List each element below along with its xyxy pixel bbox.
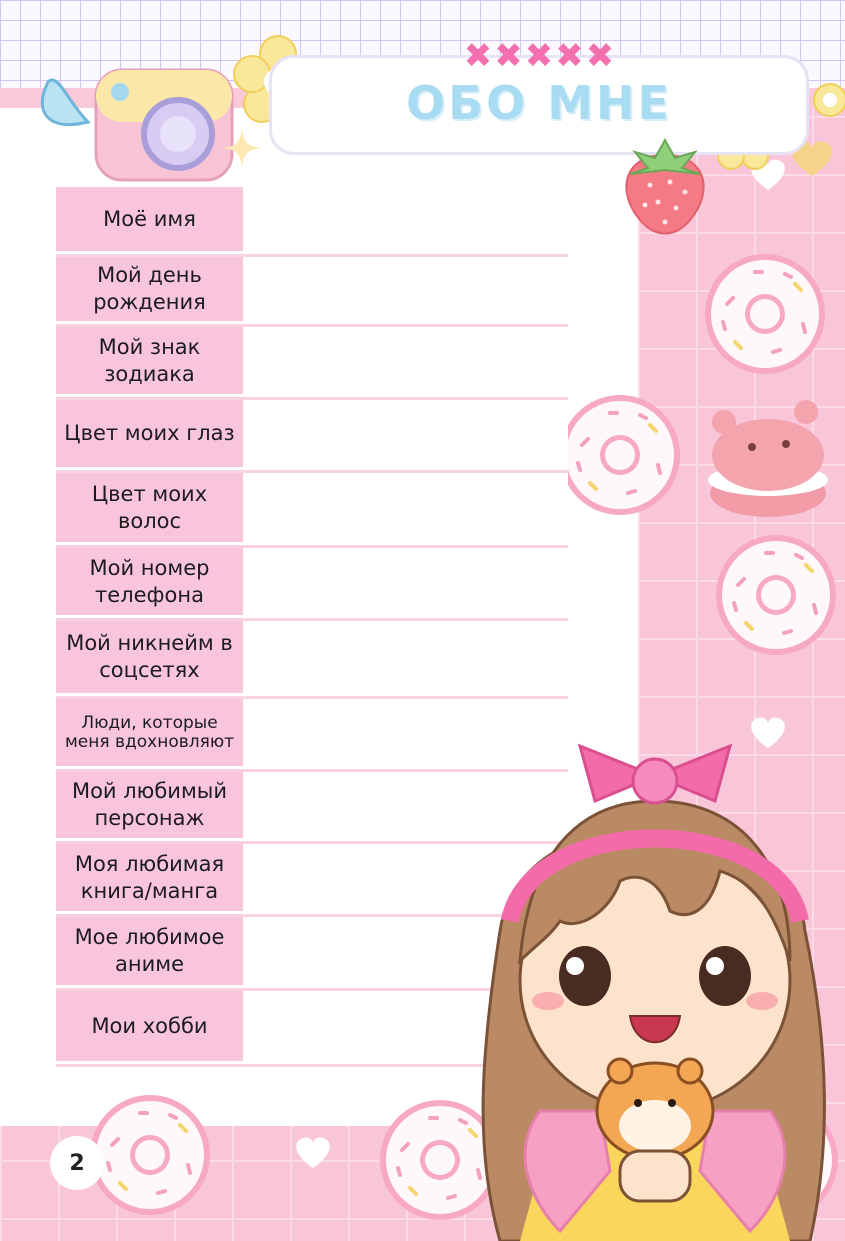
donut-icon <box>90 1095 210 1215</box>
form-row-label: Мои хобби <box>56 991 243 1064</box>
flower-icon <box>810 80 845 120</box>
donut-icon <box>560 395 680 515</box>
form-row <box>56 257 568 327</box>
form-row-label: Мое любимое аниме <box>56 917 243 988</box>
form-row-answer-line[interactable] <box>243 400 568 470</box>
donut-icon <box>705 254 825 374</box>
strawberry-icon <box>610 130 720 240</box>
form-row-answer-line[interactable] <box>243 257 568 324</box>
form-row <box>56 327 568 400</box>
form-row-answer-line[interactable] <box>243 327 568 397</box>
form-row <box>56 548 568 621</box>
form-row <box>56 621 568 699</box>
form-row-label: Цвет моих глаз <box>56 400 243 470</box>
form-row <box>56 400 568 473</box>
form-row-label: Мой любимый персонаж <box>56 772 243 841</box>
title-decoration: ✖✖✖✖✖ <box>463 36 617 76</box>
page-number: 2 <box>50 1136 104 1190</box>
form-row-label: Люди, которые меня вдохновляют <box>56 699 243 769</box>
bow-icon <box>580 746 730 803</box>
form-row-label: Моя любимая книга/манга <box>56 844 243 914</box>
form-row-label: Моё имя <box>56 187 243 254</box>
page-title: ОБО МНЕ <box>406 76 672 130</box>
macaron-icon <box>708 400 828 517</box>
form-row-answer-line[interactable] <box>243 187 568 254</box>
form-row-label: Мой день рождения <box>56 257 243 324</box>
camera-icon <box>28 52 238 192</box>
form-row <box>56 187 568 257</box>
form-row-answer-line[interactable] <box>243 621 568 696</box>
sparkle-icon <box>222 128 262 168</box>
form-row-label: Мой номер телефона <box>56 548 243 618</box>
form-row-answer-line[interactable] <box>243 473 568 545</box>
form-row-label: Мой знак зодиака <box>56 327 243 397</box>
form-row-label: Мой никнейм в соцсетях <box>56 621 243 696</box>
girl-illustration <box>470 731 840 1241</box>
form-row-answer-line[interactable] <box>243 548 568 618</box>
donut-icon <box>716 535 836 655</box>
form-row-label: Цвет моих волос <box>56 473 243 545</box>
form-row <box>56 473 568 548</box>
